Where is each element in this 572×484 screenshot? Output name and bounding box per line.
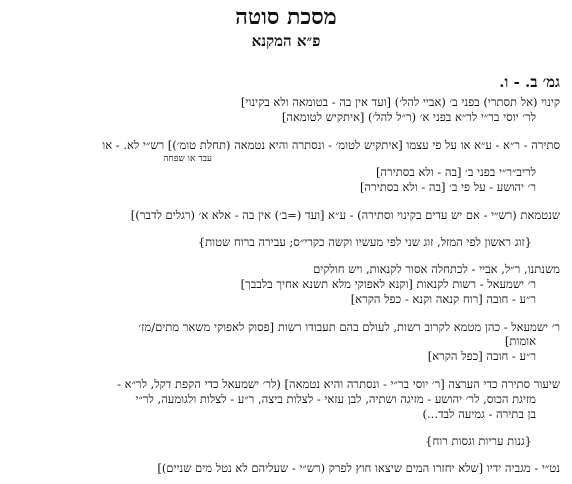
note-line: קינוי (אל תסתרי) בפני ב׳ (אביי להל׳) [ועד אין בה - בטומאה ולא בקינוי] [240, 95, 560, 109]
note-line: ר׳ ישמעאל - כהן מטמא לקרוב רשות, לעולם בהם תעבודו רשות [פסוק לאפוקי משאר מתים/מז׳ [138, 320, 560, 334]
note-line: לר׳ יוסי בר״י לר״א בפני א׳ (ר״ל להל׳) [איתקיש לטומאה] [281, 110, 536, 124]
note-line: משנתנו, ר״ל, אביי - לכתחלה אסור לקנאות, ויש חולקים [313, 262, 560, 276]
note-line: {זוג ראשון לפי המזל, זוג שני לפי מעשיו וקשה כקרי״ס; עבירה ברוח שטות} [197, 235, 532, 249]
note-line: בן בתירה - גמיעה לבד...) [422, 407, 536, 421]
note-line: ר״ע - חובה [כפל הקרא] [427, 349, 536, 363]
note-line: {גנות עריות וגסות רוח} [425, 434, 532, 448]
note-line: ר׳ יהושע - על פי ב׳ [בה - ולא בסתירה] [359, 180, 536, 194]
note-line: ר׳ ישמעאל - רשות לקנאות [וקנא לאפוקי מלא תשנא אחיך בלבבך] [240, 277, 536, 291]
tractate-title: מסכת סוטה [235, 4, 337, 30]
section-heading: גמ׳ ב. - ו. [499, 73, 560, 91]
note-line: שיעור סתירה כדי הערצה [ר׳ יוסי בר״י - ונסתרה והיא נטמאה] (לר׳ ישמעאל כדי הקפת דקל, לר״א - [117, 377, 560, 391]
note-line: שנטמאת (רש״י - אם יש עדים בקינוי וסתירה) - ע״א [ועד (=ב׳) אין בה - אלא א׳ (רגלים לדבר)] [130, 208, 560, 222]
note-line: אומות] [504, 334, 536, 348]
note-line: סתירה - ר״א - ע״א או על פי עצמו [איתקיש לטומ׳ - ונסתרה והיא נטמאה (תחלת טומ׳)] רש״י לא. - או [102, 138, 560, 152]
note-line: נט״י - מגביה ידיו [שלא יחזרו המים שיצאו חוץ לפרק (רש״י - שעליהם לא נטל מים שניים)] [157, 461, 560, 475]
note-line-small: עבד או שפחה [163, 154, 212, 164]
chapter-title: פ״א המקנא [251, 32, 321, 50]
note-line: לריב״ר״י בפני ב׳ [בה - ולא בסתירה] [375, 165, 536, 179]
note-line: מזיגת הכוס, לר׳ יהושע - מזיגה ושתיה, לבן עזאי - לצלות ביצה, ר״ע - לצלות ולגומעה, לר״י [135, 392, 536, 406]
document-title [0, 4, 572, 52]
note-line: ר״ע - חובה [רוח קנאה וקנא - כפל הקרא] [350, 292, 536, 306]
